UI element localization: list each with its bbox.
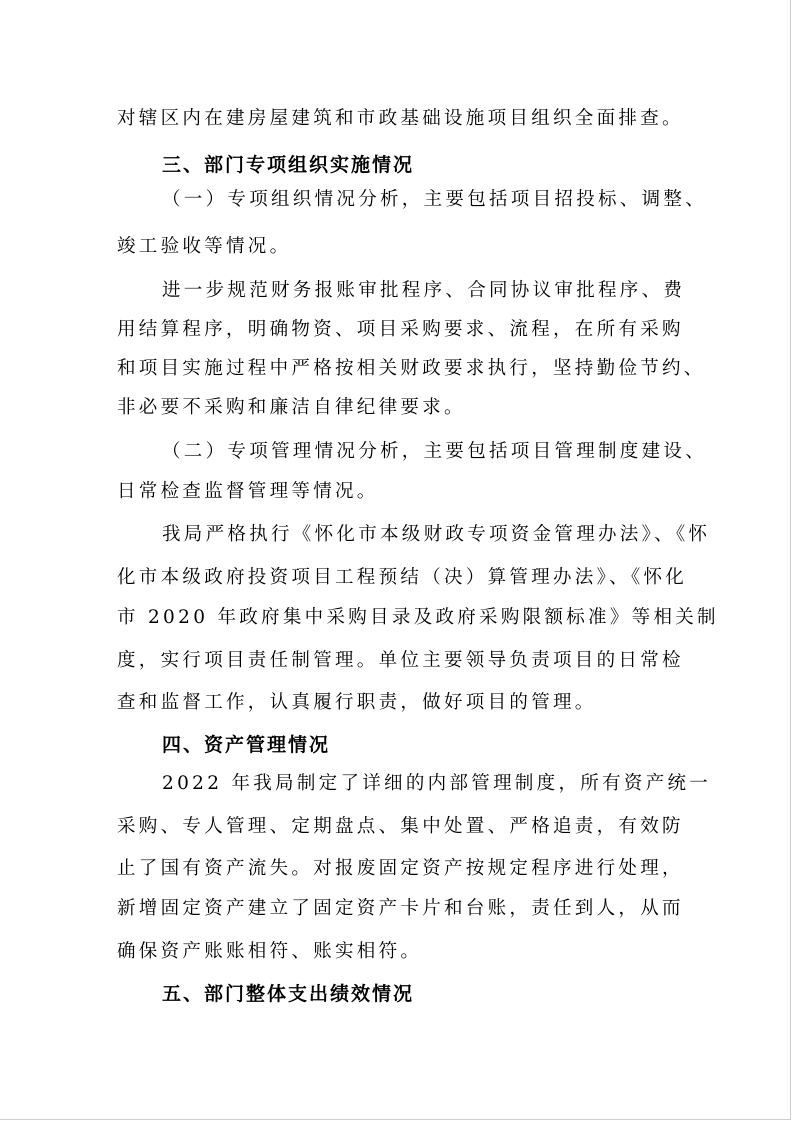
paragraph-line: 化市本级政府投资项目工程预结（决）算管理办法》、《怀化 bbox=[117, 567, 688, 588]
section-heading-3: 三、部门专项组织实施情况 bbox=[162, 154, 415, 176]
paragraph-line: 止了国有资产流失。对报废固定资产按规定程序进行处理， bbox=[117, 858, 684, 879]
section-heading-4: 四、资产管理情况 bbox=[162, 734, 331, 756]
paragraph-line: 度，实行项目责任制管理。单位主要领导负责项目的日常检 bbox=[117, 650, 684, 671]
paragraph-line: 我局严格执行《怀化市本级财政专项资金管理办法》、《怀 bbox=[162, 524, 711, 545]
paragraph-line: 查和监督工作，认真履行职责，做好项目的管理。 bbox=[117, 692, 597, 713]
paragraph-line: 2022 年我局制定了详细的内部管理制度，所有资产统一 bbox=[162, 773, 712, 794]
paragraph-line: 对辖区内在建房屋建筑和市政基础设施项目组织全面排查。 bbox=[117, 108, 684, 129]
section-heading-5: 五、部门整体支出绩效情况 bbox=[162, 983, 415, 1005]
paragraph-line: 市 2020 年政府集中采购目录及政府采购限额标准》等相关制 bbox=[117, 607, 719, 628]
paragraph-line: 用结算程序，明确物资、项目采购要求、流程，在所有采购 bbox=[117, 319, 684, 340]
paragraph-line: 确保资产账账相符、账实相符。 bbox=[117, 941, 423, 962]
paragraph-line: 非必要不采购和廉洁自律纪律要求。 bbox=[117, 397, 466, 418]
paragraph-line: 日常检查监督管理等情况。 bbox=[117, 481, 379, 502]
paragraph-line: 采购、专人管理、定期盘点、集中处置、严格追责，有效防 bbox=[117, 816, 684, 837]
paragraph-line: 竣工验收等情况。 bbox=[117, 236, 292, 257]
paragraph-line: （一）专项组织情况分析，主要包括项目招投标、调整、 bbox=[162, 189, 708, 210]
paragraph-line: 进一步规范财务报账审批程序、合同协议审批程序、费 bbox=[162, 280, 686, 301]
paragraph-line: 新增固定资产建立了固定资产卡片和台账，责任到人，从而 bbox=[117, 898, 684, 919]
paragraph-line: 和项目实施过程中严格按相关财政要求执行，坚持勤俭节约、 bbox=[117, 358, 706, 379]
paragraph-line: （二）专项管理情况分析，主要包括项目管理制度建设、 bbox=[162, 441, 708, 462]
